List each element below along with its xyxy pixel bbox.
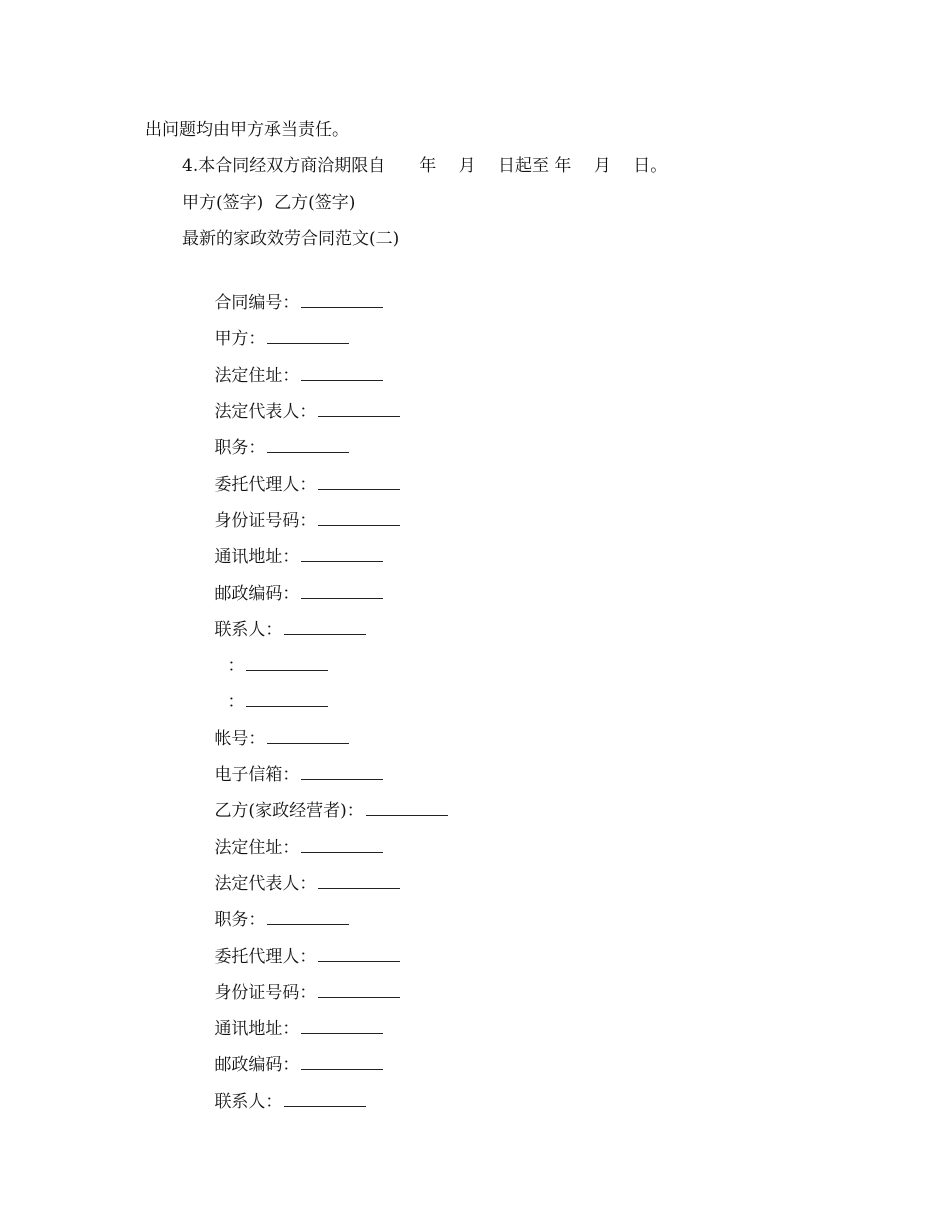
field-label: 电子信箱：: [214, 765, 300, 786]
fill-in-blank[interactable]: [267, 326, 349, 344]
fill-in-blank[interactable]: [318, 980, 400, 998]
fill-in-blank[interactable]: [284, 617, 366, 635]
field-label: 委托代理人：: [214, 946, 317, 967]
field-label: 联系人：: [214, 1091, 283, 1112]
signature-line: 甲方(签字) 乙方(签字): [182, 192, 356, 213]
fill-in-blank[interactable]: [318, 399, 400, 417]
field-label: 委托代理人：: [214, 474, 317, 495]
fill-in-blank[interactable]: [267, 435, 349, 453]
field-label: 职务：: [214, 438, 266, 459]
field-label: 法定代表人：: [214, 402, 317, 423]
field-label: 乙方(家政经营者)：: [214, 801, 364, 822]
field-label: 合同编号：: [214, 293, 300, 314]
field-label: 帐号：: [214, 728, 266, 749]
field-label: 甲方：: [214, 329, 266, 350]
fill-in-blank[interactable]: [246, 689, 328, 707]
fill-in-blank[interactable]: [318, 472, 400, 490]
fill-in-blank[interactable]: [301, 1016, 383, 1034]
document-body: [145, 116, 845, 1112]
field-label: 身份证号码：: [214, 982, 317, 1003]
fill-in-blank[interactable]: [301, 581, 383, 599]
fill-in-blank[interactable]: [267, 907, 349, 925]
term-clause: 4.本合同经双方商洽期限自 年 月 日起至 年 月 日。: [182, 156, 668, 177]
fill-in-blank[interactable]: [301, 762, 383, 780]
field-label: 法定住址：: [214, 365, 300, 386]
continuation-text: 出问题均由甲方承当责任。: [145, 120, 349, 140]
fill-in-blank[interactable]: [301, 1052, 383, 1070]
field-label: 邮政编码：: [214, 583, 300, 604]
section-title: 最新的家政效劳合同范文(二): [182, 228, 400, 249]
field-label: 法定代表人：: [214, 873, 317, 894]
fill-in-blank[interactable]: [318, 871, 400, 889]
field-label: ：: [227, 656, 245, 677]
fill-in-blank[interactable]: [318, 944, 400, 962]
field-label: ：: [227, 692, 245, 713]
fill-in-blank[interactable]: [284, 1089, 366, 1107]
fill-in-blank[interactable]: [301, 544, 383, 562]
field-label: 职务：: [214, 910, 266, 931]
field-label: 通讯地址：: [214, 547, 300, 568]
field-label: 通讯地址：: [214, 1019, 300, 1040]
fill-in-blank[interactable]: [301, 290, 383, 308]
fill-in-blank[interactable]: [366, 798, 448, 816]
field-label: 法定住址：: [214, 837, 300, 858]
fill-in-blank[interactable]: [301, 363, 383, 381]
fill-in-blank[interactable]: [267, 726, 349, 744]
fill-in-blank[interactable]: [246, 653, 328, 671]
field-label: 身份证号码：: [214, 510, 317, 531]
field-label: 邮政编码：: [214, 1055, 300, 1076]
fill-in-blank[interactable]: [318, 508, 400, 526]
fill-in-blank[interactable]: [301, 835, 383, 853]
field-contract-no: [145, 261, 845, 314]
field-label: 联系人：: [214, 619, 283, 640]
